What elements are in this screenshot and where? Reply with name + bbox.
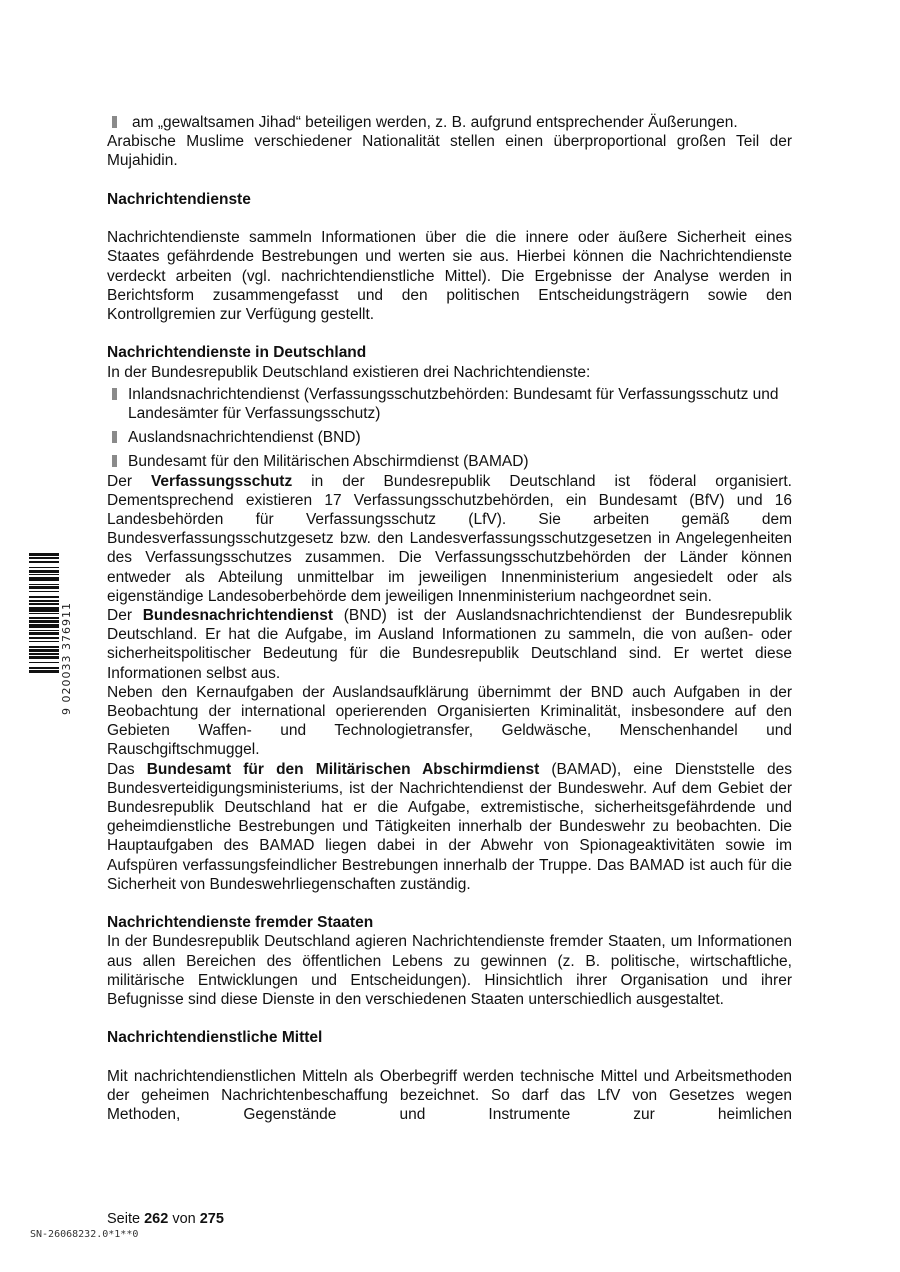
intro-bullet-text: am „gewaltsamen Jihad“ beteiligen werden, z. B. aufgrund entsprechender Äußerungen. xyxy=(132,114,738,131)
list-item-text: Inlandsnachrichtendienst (Verfassungsschutzbehörden: Bundesamt für Verfassungsschutz und Landesämter für Verfassungsschutz) xyxy=(128,385,779,422)
page-content xyxy=(107,113,792,1124)
paragraph-bnd-aufgaben: Neben den Kernaufgaben der Auslandsaufklärung übernimmt der BND auch Aufgaben in der Beobachtung der international operierenden Organisierten Kriminalität, insbesondere auf den Gebieten Waffen- und Technologietransfer, Geldwäsche, Menschenhandel und Rauschgiftschmuggel. xyxy=(107,683,792,759)
barcode-number-text: 9 020033 376911 xyxy=(60,602,73,715)
total-pages: 275 xyxy=(199,1211,224,1227)
list-item-text: Bundesamt für den Militärischen Abschirmdienst (BAMAD) xyxy=(128,453,529,471)
services-list xyxy=(107,385,792,472)
heading-nachrichtendienste: Nachrichtendienste xyxy=(107,190,251,208)
intro-bullet xyxy=(107,113,792,132)
bullet-square-icon xyxy=(112,116,117,128)
bullet-square-icon xyxy=(112,455,117,467)
current-page: 262 xyxy=(144,1211,169,1227)
paragraph-deutschland-intro: In der Bundesrepublik Deutschland existieren drei Nachrichtendienste: xyxy=(107,363,591,381)
list-item xyxy=(107,428,792,447)
intro-paragraph: Arabische Muslime verschiedener Nationalität stellen einen überproportional großen Teil der Mujahidin. xyxy=(107,133,792,170)
list-item xyxy=(107,385,792,423)
serial-number: SN-26068232.0*1**0 xyxy=(30,1229,139,1240)
bullet-square-icon xyxy=(112,431,117,443)
page-number: Seite 262 von 275 xyxy=(107,1211,224,1227)
term-verfassungsschutz: Verfassungsschutz xyxy=(150,472,293,490)
paragraph-fremde-staaten: In der Bundesrepublik Deutschland agieren Nachrichtendienste fremder Staaten, um Informationen aus allen Bereichen des öffentlichen Lebens zu gewinnen (z. B. politische, wirtschaftliche, militärische Entwicklungen und Entscheidungen). Hinsichtlich ihrer Organisation und ihrer Befugnisse sind diese Dienste in den verschiedenen Staaten unterschiedlich ausgestaltet. xyxy=(107,933,792,1009)
heading-fremde-staaten: Nachrichtendienste fremder Staaten xyxy=(107,914,374,932)
list-item xyxy=(107,452,792,471)
list-item-text: Auslandsnachrichtendienst (BND) xyxy=(128,429,361,447)
paragraph-verfassungsschutz: Der Verfassungsschutz in der Bundesrepublik Deutschland ist föderal organisiert. Dementsprechend existieren 17 Verfassungsschutzbehörden, ein Bundesamt (BfV) und 16 Landesbehörden für Verfassungsschutz (LfV). Sie arbeiten gemäß dem Bundesverfassungsschutzgesetz bzw. den Landesverfassungsschutzgesetzen in Angelegenheiten des Verfassungsschutzes zusammen. Die Verfassungsschutzbehörden der Länder können entweder als Abteilung unmittelbar im jeweiligen Innenministerium angesiedelt oder als eigenständige Landesoberbehörde dem jeweiligen Innenministerium nachgeordnet sein. xyxy=(107,472,792,605)
barcode xyxy=(29,553,71,715)
paragraph-nachrichtendienste: Nachrichtendienste sammeln Informationen über die die innere oder äußere Sicherheit eines Staates gefährdende Bestrebungen und werten sie aus. Hierbei können die Nachrichtendienste verdeckt arbeiten (vgl. nachrichtendienstliche Mittel). Die Ergebnisse der Analyse werden in Berichtsform zusammengefasst und den politischen Entscheidungsträgern sowie den Kontrollgremien zur Verfügung gestellt. xyxy=(107,229,792,323)
bullet-square-icon xyxy=(112,388,117,400)
barcode-bars xyxy=(29,553,59,715)
heading-mittel: Nachrichtendienstliche Mittel xyxy=(107,1029,323,1047)
barcode-number xyxy=(60,553,72,715)
term-bamad: Bundesamt für den Militärischen Abschirmdienst xyxy=(146,760,540,778)
paragraph-mittel: Mit nachrichtendienstlichen Mitteln als Oberbegriff werden technische Mittel und Arbeitsmethoden der geheimen Nachrichtenbeschaffung bezeichnet. So darf das LfV von Gesetzes wegen Methoden, Gegenstände und Instrumente zur heimlichen xyxy=(107,1067,792,1124)
paragraph-bamad: Das Bundesamt für den Militärischen Abschirmdienst (BAMAD), eine Dienststelle des Bundesverteidigungsministeriums, ist der Nachrichtendienst der Bundeswehr. Auf dem Gebiet der Bundesrepublik Deutschland hat er die Aufgabe, extremistische, sicherheitsgefährdende und geheimdienstliche Bestrebungen und Tätigkeiten innerhalb der Bundeswehr zu beobachten. Die Hauptaufgaben des BAMAD liegen dabei in der Abwehr von Spionageaktivitäten sowie im Aufspüren verfassungsfeindlicher Bestrebungen innerhalb der Truppe. Das BAMAD ist auch für die Sicherheit von Bundeswehrliegenschaften zuständig. xyxy=(107,760,793,893)
heading-deutschland: Nachrichtendienste in Deutschland xyxy=(107,344,367,362)
term-bundesnachrichtendienst: Bundesnachrichtendienst xyxy=(142,607,334,625)
paragraph-bnd: Der Bundesnachrichtendienst (BND) ist der Auslandsnachrichtendienst der Bundesrepublik Deutschland. Er hat die Aufgabe, im Ausland Informationen zu sammeln, die von außen- oder sicherheitspolitischer Bedeutung für die Bundesrepublik Deutschland sind. Er wertet diese Informationen selbst aus. xyxy=(107,607,792,682)
